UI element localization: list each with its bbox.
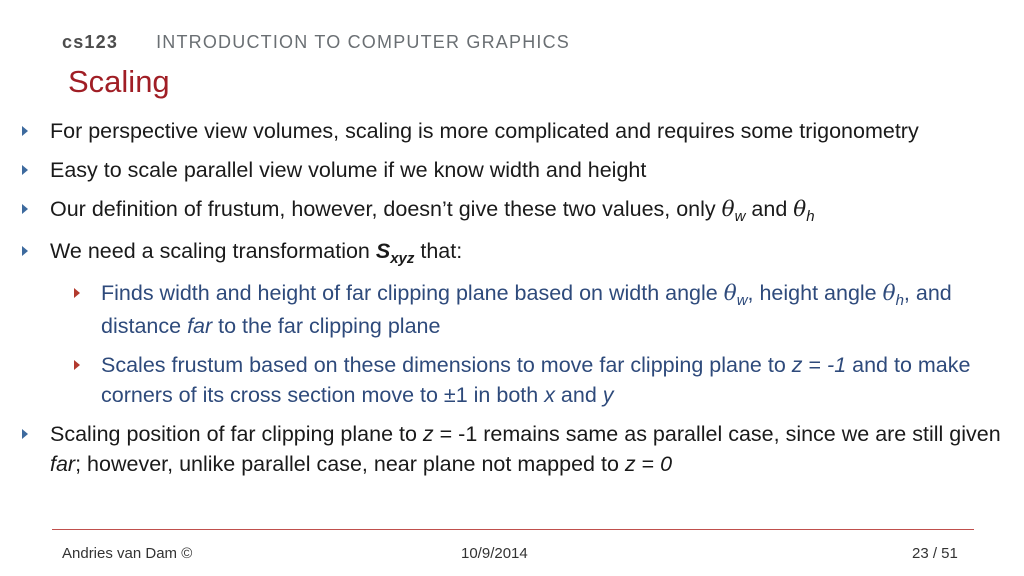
footer-divider — [52, 529, 974, 530]
bullet-text: that: — [414, 239, 463, 263]
bullet-text: ; however, unlike parallel case, near plane not mapped to — [75, 452, 625, 476]
slide-content — [20, 116, 1015, 488]
far-term: far — [50, 452, 76, 476]
bullet-text: We need a scaling transformation — [50, 239, 376, 263]
course-title: INTRODUCTION TO COMPUTER GRAPHICS — [156, 32, 571, 52]
sub-bullet-1 — [72, 278, 1015, 341]
scaling-symbol: S — [375, 239, 391, 263]
bullet-arrow-icon — [22, 246, 28, 256]
subscript-h: h — [895, 292, 904, 309]
bullet-text: , and distance — [101, 281, 952, 338]
slide-title: Scaling — [68, 64, 170, 99]
footer-date: 10/9/2014 — [461, 545, 528, 562]
bullet-arrow-icon — [22, 429, 28, 439]
bullet-text: For perspective view volumes, scaling is more complicated and requires some trigonometry — [50, 119, 919, 143]
sub-bullet-arrow-icon — [74, 360, 80, 370]
var-z: z — [422, 422, 434, 446]
sub-bullet-2 — [72, 350, 1015, 410]
bullet-arrow-icon — [22, 126, 28, 136]
subscript-w: w — [736, 292, 748, 309]
bullet-text: and — [554, 383, 603, 407]
bullet-5 — [20, 419, 1015, 479]
subscript-w: w — [734, 208, 746, 225]
bullet-1 — [20, 116, 1015, 146]
bullet-text: to the far clipping plane — [212, 314, 441, 338]
footer-page-number: 23 / 51 — [912, 545, 958, 562]
theta-symbol: θ — [793, 197, 807, 222]
var-z: z — [624, 452, 636, 476]
subscript-xyz: xyz — [390, 250, 415, 267]
var-x: x — [544, 383, 555, 407]
bullet-text: = — [802, 353, 828, 377]
slide-header — [62, 32, 570, 53]
value-neg1: -1 — [827, 353, 847, 377]
theta-symbol: θ — [721, 197, 735, 222]
var-z: z — [791, 353, 803, 377]
bullet-4 — [20, 236, 1015, 269]
bullet-text: = — [635, 452, 661, 476]
bullet-text: Scales frustum based on these dimensions to move far clipping plane to — [101, 353, 792, 377]
bullet-text: and to make corners of its cross section move to ±1 in both — [101, 353, 971, 407]
bullet-text: Our definition of frustum, however, doesn’t give these two values, only — [50, 197, 722, 221]
value-zero: 0 — [660, 452, 673, 476]
sub-bullet-arrow-icon — [74, 288, 80, 298]
bullet-3 — [20, 194, 1015, 227]
bullet-text: = -1 remains same as parallel case, since we are still given — [433, 422, 1001, 446]
bullet-arrow-icon — [22, 204, 28, 214]
footer-author: Andries van Dam © — [62, 545, 193, 562]
subscript-h: h — [806, 208, 815, 225]
theta-symbol: θ — [723, 281, 737, 306]
bullet-text: and — [745, 197, 794, 221]
far-term: far — [187, 314, 213, 338]
bullet-text: Easy to scale parallel view volume if we know width and height — [50, 158, 647, 182]
bullet-2 — [20, 155, 1015, 185]
course-code: cs123 — [62, 32, 119, 52]
bullet-text: , height angle — [747, 281, 883, 305]
bullet-arrow-icon — [22, 165, 28, 175]
bullet-text: Scaling position of far clipping plane to — [50, 422, 423, 446]
bullet-text: Finds width and height of far clipping plane based on width angle — [101, 281, 724, 305]
var-y: y — [602, 383, 614, 407]
theta-symbol: θ — [882, 281, 896, 306]
